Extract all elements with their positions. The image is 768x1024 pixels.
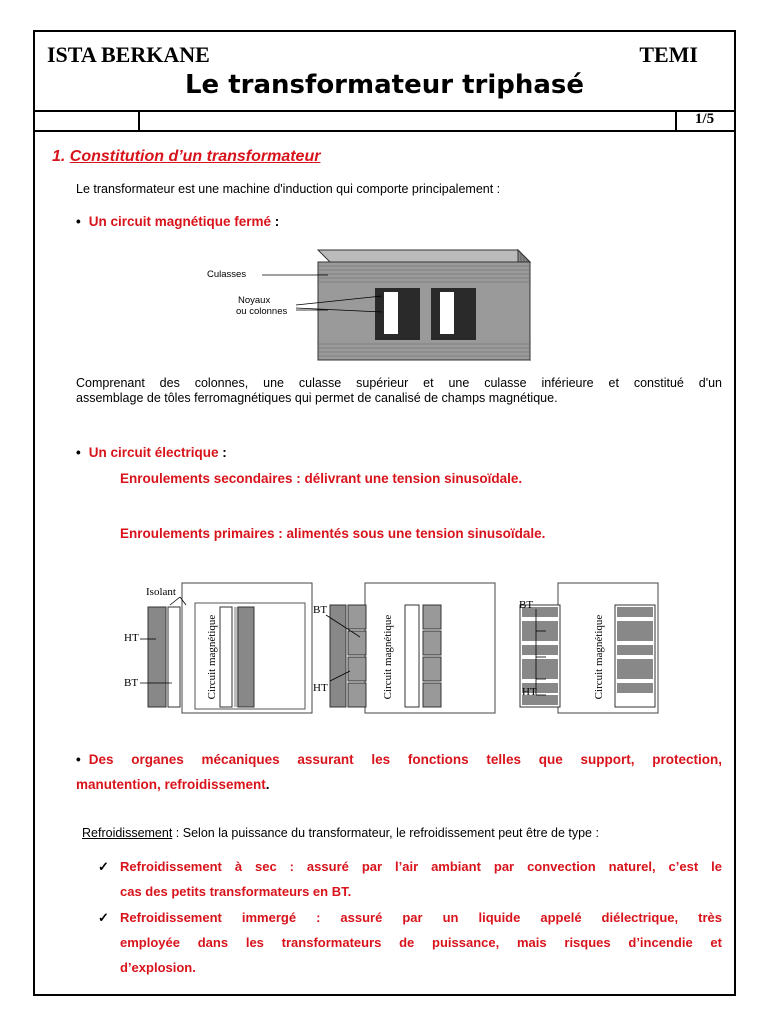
- label-bt: BT: [124, 677, 139, 689]
- check-icon: ✓: [98, 859, 109, 874]
- bullet-electric: • Un circuit électrique :: [76, 445, 227, 460]
- bt-winding: [617, 645, 653, 655]
- cooling-item2-line2: employée dans les transformateurs de puissance, mais risques d’incendie et: [120, 935, 722, 950]
- ht-winding: [330, 605, 346, 707]
- label-bt: BT: [519, 599, 534, 611]
- mechanical-period: .: [265, 777, 270, 792]
- ht-winding: [522, 659, 558, 679]
- cooling-item2-line3: d’explosion.: [120, 960, 196, 975]
- cooling-intro: [82, 826, 599, 840]
- label-ht: HT: [124, 632, 139, 644]
- label-circuit-magnetique: Circuit magnétique: [382, 614, 394, 700]
- page-frame: [33, 30, 736, 996]
- ht-winding: [617, 621, 653, 641]
- ht-winding: [423, 683, 441, 707]
- cooling-label: Refroidissement: [82, 826, 173, 840]
- mechanical-text-2: manutention, refroidissement: [76, 777, 266, 792]
- label-ht: HT: [313, 682, 328, 694]
- mechanical-line2: [76, 777, 270, 792]
- insulator: [234, 607, 238, 707]
- bt-winding: [617, 607, 653, 617]
- cooling-intro-text: : Selon la puissance du transformateur, le refroidissement peut être de type :: [172, 826, 599, 840]
- section-title: [52, 148, 320, 166]
- row-divider: [138, 110, 140, 130]
- bullet-colon: :: [271, 214, 280, 229]
- core-top-face: [318, 250, 530, 262]
- intro-text: Le transformateur est une machine d'induction qui comporte principalement :: [76, 182, 501, 196]
- section-number: 1.: [52, 148, 66, 165]
- mechanical-line1: • Des organes mécaniques assurant les fonctions telles que support, protection,: [76, 752, 722, 767]
- secondary-windings: Enroulements secondaires : délivrant une tension sinusoïdale.: [120, 471, 523, 486]
- section-title-text: Constitution d’un transformateur: [69, 148, 321, 165]
- label-isolant: Isolant: [146, 586, 176, 598]
- cooling-item2-line1: Refroidissement immergé : assuré par un liquide appelé diélectrique, très: [120, 910, 722, 925]
- insulator: [405, 605, 419, 707]
- page-number: 1/5: [694, 111, 715, 127]
- winding-figure-pancake: [520, 583, 658, 713]
- bullet-magnetic-label: Un circuit magnétique fermé: [88, 214, 272, 229]
- label-culasses: Culasses: [207, 269, 247, 280]
- page-title: Le transformateur triphasé: [184, 70, 585, 100]
- check-icon: ✓: [98, 910, 109, 925]
- label-ht: HT: [522, 686, 537, 698]
- bullet-colon: :: [218, 445, 227, 460]
- winding-figure-alternate: [326, 583, 495, 713]
- bullet-magnetic: • Un circuit magnétique fermé :: [76, 214, 280, 229]
- label-colonnes: ou colonnes: [236, 306, 288, 317]
- mechanical-text: Des organes mécaniques assurant les fonctions telles que support, protection,: [88, 752, 722, 767]
- cooling-item1-line2: cas des petits transformateurs en BT.: [120, 884, 352, 899]
- magnetic-desc-line2: assemblage de tôles ferromagnétiques qui permet de canalisé de champs magnétique.: [76, 391, 558, 405]
- label-circuit-magnetique: Circuit magnétique: [593, 614, 605, 700]
- bt-winding: [220, 607, 232, 707]
- window-opening: [440, 292, 454, 334]
- window-opening: [384, 292, 398, 334]
- ht-winding: [148, 607, 166, 707]
- ht-winding: [617, 659, 653, 679]
- bt-winding: [617, 683, 653, 693]
- ht-winding: [348, 683, 366, 707]
- module-name: TEMI: [639, 42, 698, 67]
- header: [35, 32, 734, 112]
- bullet-electric-label: Un circuit électrique: [88, 445, 219, 460]
- bt-winding: [522, 645, 558, 655]
- bt-winding: [423, 657, 441, 681]
- ht-winding: [238, 607, 254, 707]
- label-noyaux: Noyaux: [238, 295, 271, 306]
- leader-line: [170, 597, 180, 605]
- school-name: ISTA BERKANE: [47, 42, 210, 67]
- bt-winding: [423, 605, 441, 629]
- core-front: [318, 262, 530, 360]
- winding-figure-concentric: [140, 583, 312, 713]
- primary-windings: Enroulements primaires : alimentés sous une tension sinusoïdale.: [120, 526, 546, 541]
- bt-winding: [348, 657, 366, 681]
- ht-winding: [423, 631, 441, 655]
- label-bt: BT: [313, 604, 328, 616]
- label-circuit-magnetique: Circuit magnétique: [206, 614, 218, 700]
- page-number-row: [35, 110, 734, 132]
- magnetic-desc-line1: Comprenant des colonnes, une culasse supérieur et une culasse inférieure et constitué d'un: [76, 376, 722, 390]
- cooling-item1-line1: Refroidissement à sec : assuré par l’air ambiant par convection naturel, c’est le: [120, 859, 722, 874]
- insulator: [168, 607, 180, 707]
- bt-winding: [348, 605, 366, 629]
